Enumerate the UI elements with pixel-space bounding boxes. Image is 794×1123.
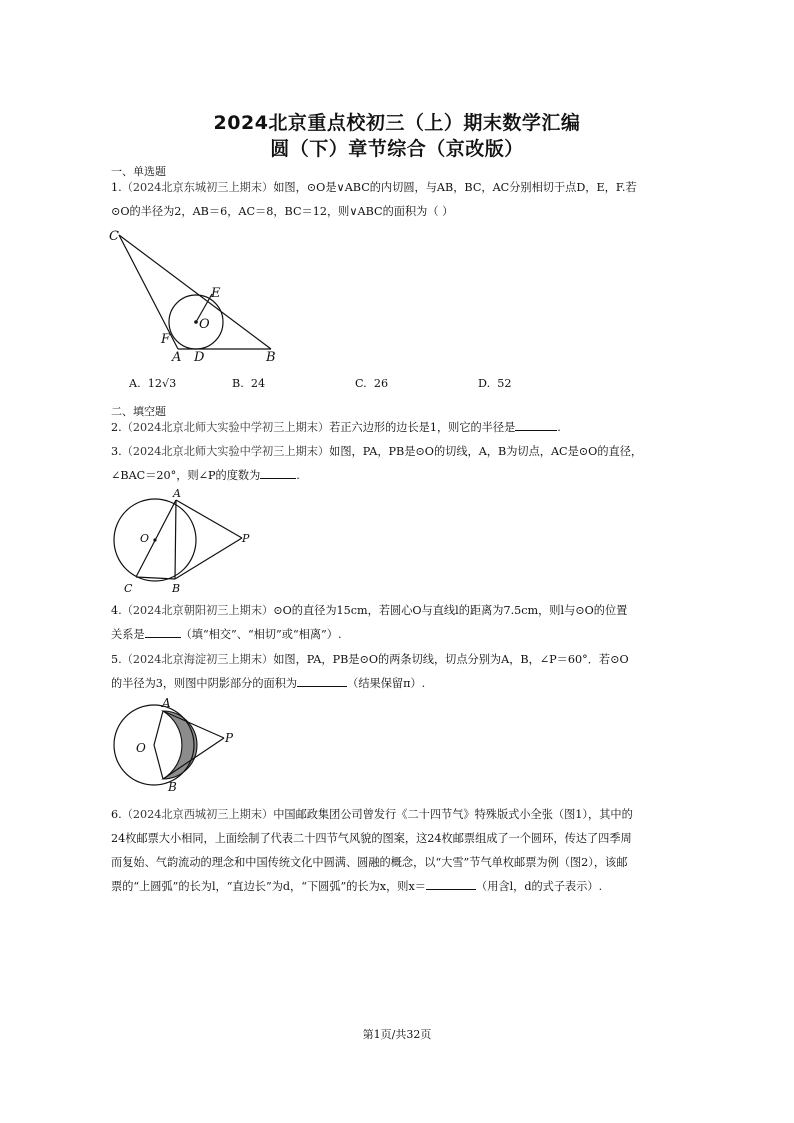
q5-line2: 的半径为3，则图中阴影部分的面积为 （结果保留π）. (111, 677, 426, 690)
q4-line1 (111, 602, 691, 618)
q3-label-o: O (140, 532, 150, 545)
q1-source: （2024北京东城初三上期末） (121, 181, 274, 194)
q3-answer-blank[interactable] (260, 468, 296, 479)
q3-label-p: P (242, 532, 250, 545)
q1-label-e: E (211, 286, 221, 301)
q1-choice-a[interactable]: A. 12√3 (129, 377, 177, 390)
q3-label-a: A (173, 487, 181, 500)
q4-number: 4. (111, 604, 122, 617)
q2-text: 若正六边形的边长是1，则它的半径是 (329, 421, 516, 434)
q1-choice-b[interactable]: B. 24 (232, 377, 266, 390)
q3-line1 (111, 443, 691, 459)
q6-line3: 而复始、气韵流动的理念和中国传统文化中圆满、圆融的概念，以“大雪”节气单枚邮票为例（图2），该邮 (111, 856, 628, 869)
q1-line2: ⊙O的半径为2，AB＝6，AC＝8，BC＝12，则∨ABC的面积为（ ） (111, 205, 454, 218)
q3-text-1: 如图，PA，PB是⊙O的切线，A，B为切点，AC是⊙O的直径， (329, 445, 643, 458)
q6-number: 6. (111, 808, 122, 821)
q3-label-c: C (124, 582, 133, 595)
document-subtitle: 圆（下）章节综合（京改版） (270, 138, 524, 160)
q1-label-a: A (172, 350, 182, 365)
q1-number: 1. (111, 181, 122, 194)
q6-line2: 24枚邮票大小相同，上面绘制了代表二十四节气风貌的图案，这24枚邮票组成了一个圆环，传达了四季周 (111, 832, 632, 845)
q5-number: 5. (111, 653, 122, 666)
q1-text-1: 如图，⊙O是∨ABC的内切圆，与AB，BC，AC分别相切于点D，E，F.若 (273, 181, 637, 194)
q2-number: 2. (111, 421, 122, 434)
document-title: 2024北京重点校初三（上）期末数学汇编 (213, 112, 581, 134)
q5-label-a: A (162, 696, 171, 710)
q4-answer-blank[interactable] (145, 627, 181, 638)
q6-text-1: 中国邮政集团公司曾发行《二十四节气》特殊版式小全张（图1），其中的 (273, 808, 633, 821)
q6-answer-blank[interactable] (426, 879, 476, 890)
q3-source: （2024北京北师大实验中学初三上期末） (121, 445, 330, 458)
q3-figure (106, 486, 256, 596)
q5-answer-blank[interactable] (297, 676, 347, 687)
q3-number: 3. (111, 445, 122, 458)
q2-answer-blank[interactable] (515, 420, 557, 431)
page-footer: 第1页/共32页 (362, 1028, 432, 1041)
q3-line2: ∠BAC＝20°，则∠P的度数为 . (111, 469, 300, 482)
q1-label-o: O (199, 317, 210, 332)
q1-label-b: B (266, 350, 276, 365)
q6-line4: 票的“上圆弧”的长为l，“直边长”为d，“下圆弧”的长为x，则x＝ （用含l，d的式子表示）. (111, 880, 603, 893)
q1-choice-c[interactable]: C. 26 (355, 377, 389, 390)
q5-figure (106, 696, 246, 796)
q5-text-1: 如图，PA，PB是⊙O的两条切线，切点分别为A，B，∠P＝60°．若⊙O (273, 653, 629, 666)
q5-label-p: P (225, 731, 234, 745)
section-fill-blank: 二、填空题 (111, 405, 166, 418)
q1-choice-d[interactable]: D. 52 (478, 377, 512, 390)
q4-line2: 关系是 （填“相交”、“相切”或“相离”）. (111, 628, 342, 641)
q5-label-b: B (168, 780, 177, 794)
q5-label-o: O (136, 741, 146, 755)
q1-line1 (111, 179, 691, 195)
q1-label-c: C (109, 229, 119, 244)
section-single-choice: 一、单选题 (111, 165, 166, 178)
q5-line1 (111, 651, 691, 667)
q5-source: （2024北京海淀初三上期末） (121, 653, 274, 666)
q2-line: 2.（2024北京北师大实验中学初三上期末）若正六边形的边长是1，则它的半径是 . (111, 421, 561, 434)
q6-line1 (111, 806, 691, 822)
q1-label-d: D (194, 350, 205, 365)
q1-label-f: F (161, 332, 171, 347)
q4-text-1: ⊙O的直径为15cm，若圆心O与直线l的距离为7.5cm，则l与⊙O的位置 (273, 604, 628, 617)
q2-source: （2024北京北师大实验中学初三上期末） (121, 421, 330, 434)
q3-label-b: B (172, 582, 181, 595)
q1-figure (108, 222, 288, 367)
q4-source: （2024北京朝阳初三上期末） (121, 604, 274, 617)
q6-source: （2024北京西城初三上期末） (121, 808, 274, 821)
